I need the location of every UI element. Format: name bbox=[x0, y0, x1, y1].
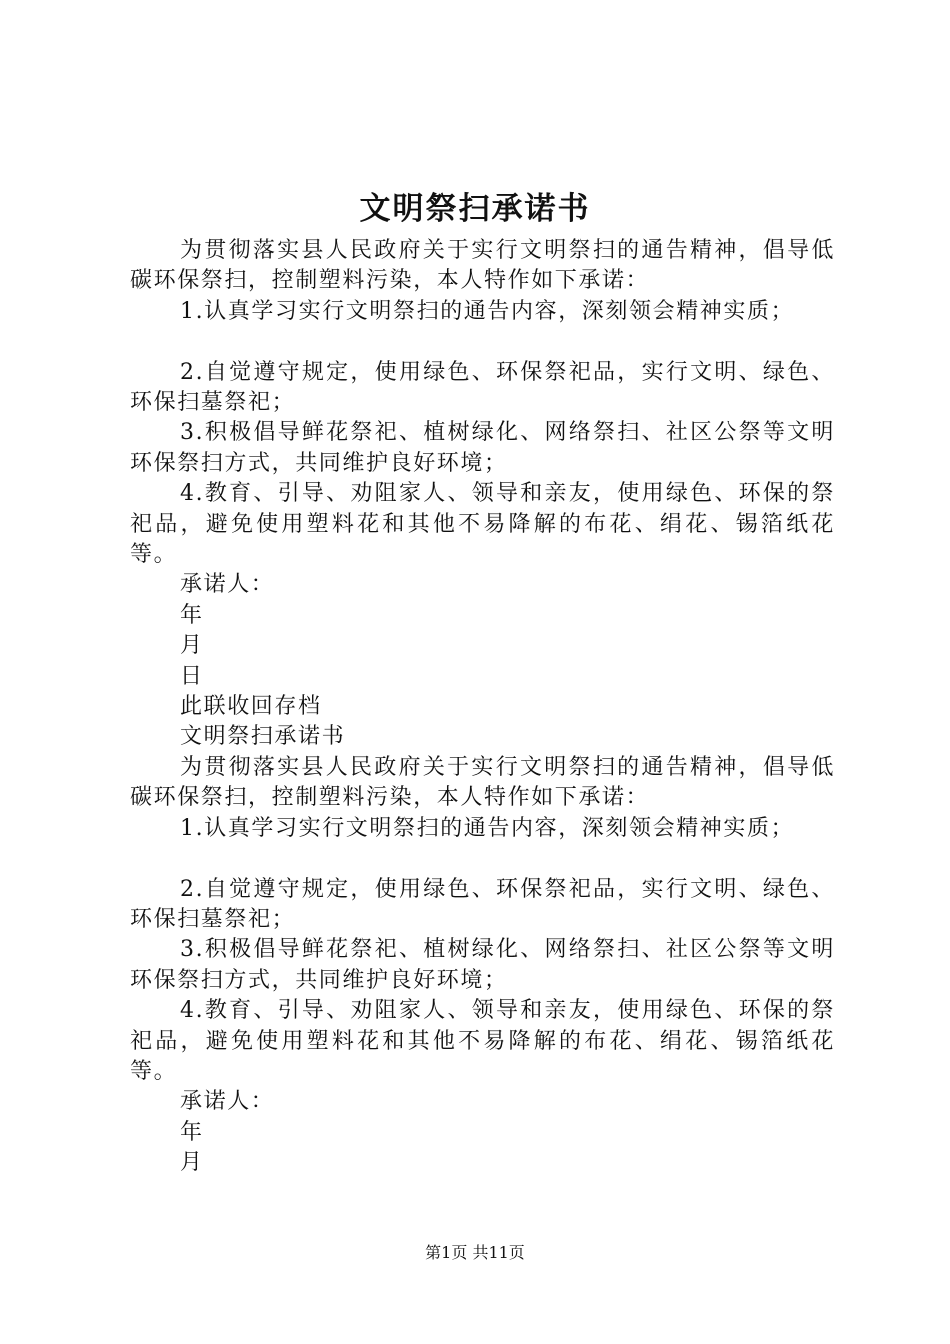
signer-label: 承诺人： bbox=[180, 572, 275, 598]
stub-note: 此联收回存档 bbox=[180, 694, 322, 720]
document-title: 文明祭扫承诺书 bbox=[359, 191, 591, 227]
pledge-item-1: 1.认真学习实行文明祭扫的通告内容，深刻领会精神实质； bbox=[180, 298, 795, 324]
second-copy-heading: 文明祭扫承诺书 bbox=[180, 724, 346, 750]
second-pledge-item-2: 2.自觉遵守规定，使用绿色、环保祭祀品，实行文明、绿色、环保扫墓祭祀； bbox=[130, 876, 835, 932]
second-intro-paragraph: 为贯彻落实县人民政府关于实行文明祭扫的通告精神，倡导低碳环保祭扫，控制塑料污染，本人特作如下承诺： bbox=[130, 754, 835, 811]
blank-line bbox=[130, 327, 835, 357]
second-signer-label: 承诺人： bbox=[180, 1089, 275, 1115]
year-label: 年 bbox=[180, 602, 204, 628]
pledge-item-3: 3.积极倡导鲜花祭祀、植树绿化、网络祭扫、社区公祭等文明环保祭扫方式，共同维护良好环境； bbox=[130, 420, 835, 476]
second-month-label: 月 bbox=[180, 1150, 204, 1176]
blank-line bbox=[130, 844, 835, 874]
document-body bbox=[130, 236, 835, 1179]
page-number-footer: 第1页 共11页 bbox=[425, 1243, 525, 1262]
month-label: 月 bbox=[180, 633, 204, 659]
second-year-label: 年 bbox=[180, 1119, 204, 1145]
second-pledge-item-4: 4.教育、引导、劝阻家人、领导和亲友，使用绿色、环保的祭祀品，避免使用塑料花和其他不易降解的布花、绢花、锡箔纸花等。 bbox=[130, 998, 835, 1084]
day-label: 日 bbox=[180, 663, 204, 689]
pledge-item-2: 2.自觉遵守规定，使用绿色、环保祭祀品，实行文明、绿色、环保扫墓祭祀； bbox=[130, 359, 835, 416]
pledge-item-4: 4.教育、引导、劝阻家人、领导和亲友，使用绿色、环保的祭祀品，避免使用塑料花和其他不易降解的布花、绢花、锡箔纸花等。 bbox=[130, 481, 835, 568]
intro-paragraph: 为贯彻落实县人民政府关于实行文明祭扫的通告精神，倡导低碳环保祭扫，控制塑料污染，本人特作如下承诺： bbox=[130, 238, 835, 294]
second-pledge-item-1: 1.认真学习实行文明祭扫的通告内容，深刻领会精神实质； bbox=[180, 815, 795, 841]
second-pledge-item-3: 3.积极倡导鲜花祭祀、植树绿化、网络祭扫、社区公祭等文明环保祭扫方式，共同维护良好环境； bbox=[130, 937, 835, 993]
